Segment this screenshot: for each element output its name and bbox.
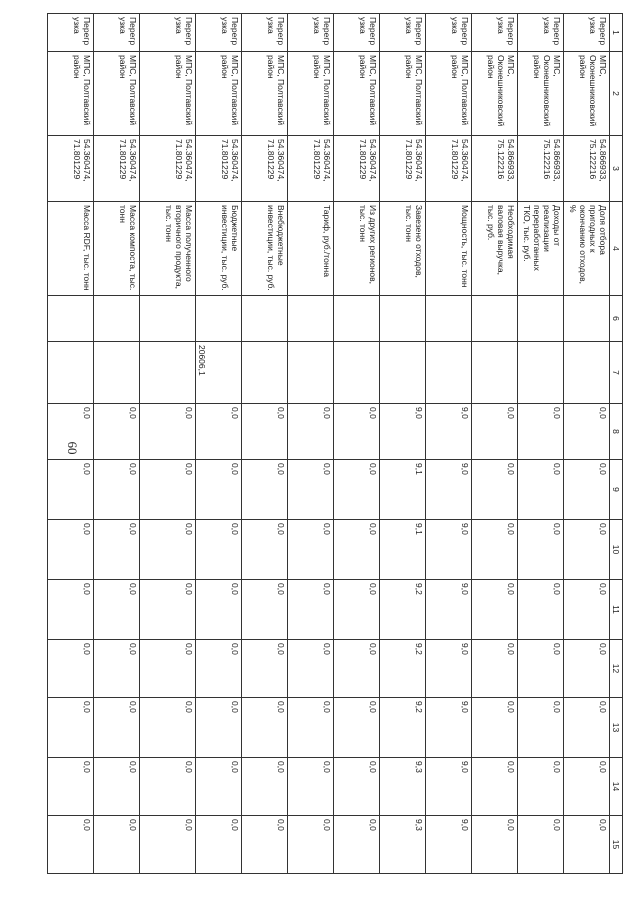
data-table <box>47 13 623 874</box>
table-cell-c15: 9,0 <box>426 816 472 874</box>
table-cell-c6 <box>472 296 518 342</box>
table-cell-c1: Перегр узка <box>564 14 610 52</box>
table-cell-c12: 9,0 <box>426 640 472 698</box>
column-header: 12 <box>610 640 623 698</box>
table-cell-c2: МПС, Полтавский район <box>48 52 94 136</box>
table-cell-c10: 0,0 <box>518 520 564 580</box>
table-cell-c8: 0,0 <box>288 404 334 460</box>
table-cell-c12: 0,0 <box>48 640 94 698</box>
table-cell-c7: 20606,1 <box>196 342 242 404</box>
table-cell-c10: 9,1 <box>380 520 426 580</box>
table-cell-c7 <box>140 342 196 404</box>
table-cell-c12: 0,0 <box>242 640 288 698</box>
column-header: 11 <box>610 580 623 640</box>
table-cell-c8: 0,0 <box>518 404 564 460</box>
table-cell-c2: МПС, Полтавский район <box>94 52 140 136</box>
table-cell-c9: 0,0 <box>518 460 564 520</box>
table-cell-c14: 0,0 <box>564 758 610 816</box>
table-cell-c7 <box>518 342 564 404</box>
column-header: 15 <box>610 816 623 874</box>
table-cell-c7 <box>94 342 140 404</box>
table-cell-c9: 0,0 <box>196 460 242 520</box>
table-cell-c10: 0,0 <box>48 520 94 580</box>
table-row <box>380 14 426 874</box>
table-body <box>48 14 623 874</box>
table-cell-c3: 54.360474, 71.801229 <box>48 136 94 202</box>
table-cell-c10: 0,0 <box>196 520 242 580</box>
table-cell-c11: 0,0 <box>288 580 334 640</box>
table-cell-c14: 0,0 <box>518 758 564 816</box>
table-cell-c2: МПС, Полтавский район <box>380 52 426 136</box>
table-cell-c8: 0,0 <box>334 404 380 460</box>
table-cell-c1: Перегр узка <box>518 14 564 52</box>
table-cell-c14: 0,0 <box>94 758 140 816</box>
table-cell-c8: 0,0 <box>564 404 610 460</box>
column-header: 4 <box>610 202 623 296</box>
table-cell-c3: 54.360474, 71.801229 <box>426 136 472 202</box>
table-cell-c3: 54.866933, 75.122216 <box>518 136 564 202</box>
table-cell-c6 <box>564 296 610 342</box>
table-cell-c4: Внебюджетные инвестиции, тыс. руб. <box>242 202 288 296</box>
table-cell-c2: МПС, Полтавский район <box>242 52 288 136</box>
table-cell-c13: 0,0 <box>196 698 242 758</box>
table-cell-c1: Перегр узка <box>196 14 242 52</box>
table-cell-c13: 0,0 <box>518 698 564 758</box>
table-cell-c12: 0,0 <box>140 640 196 698</box>
rotated-table-container <box>72 13 623 873</box>
page-number: 60 <box>65 441 80 455</box>
table-cell-c11: 9,2 <box>380 580 426 640</box>
table-cell-c4: Масса полученного вторичного продукта, тыс. тонн <box>140 202 196 296</box>
table-cell-c13: 0,0 <box>94 698 140 758</box>
table-row <box>334 14 380 874</box>
table-cell-c14: 0,0 <box>288 758 334 816</box>
table-cell-c8: 0,0 <box>472 404 518 460</box>
table-row <box>140 14 196 874</box>
table-cell-c15: 0,0 <box>564 816 610 874</box>
table-cell-c15: 0,0 <box>140 816 196 874</box>
table-cell-c7 <box>564 342 610 404</box>
table-cell-c13: 0,0 <box>242 698 288 758</box>
table-cell-c1: Перегр узка <box>334 14 380 52</box>
table-cell-c14: 0,0 <box>196 758 242 816</box>
table-cell-c8: 0,0 <box>48 404 94 460</box>
table-cell-c8: 0,0 <box>242 404 288 460</box>
table-cell-c11: 0,0 <box>196 580 242 640</box>
table-cell-c13: 0,0 <box>334 698 380 758</box>
table-cell-c3: 54.360474, 71.801229 <box>94 136 140 202</box>
table-cell-c2: МПС, Оконешниковский район <box>518 52 564 136</box>
table-cell-c15: 0,0 <box>196 816 242 874</box>
table-cell-c4: Из других регионов, тыс. тонн <box>334 202 380 296</box>
table-cell-c11: 0,0 <box>472 580 518 640</box>
table-cell-c12: 9,2 <box>380 640 426 698</box>
table-cell-c14: 0,0 <box>472 758 518 816</box>
table-cell-c9: 0,0 <box>94 460 140 520</box>
column-header: 10 <box>610 520 623 580</box>
table-cell-c7 <box>380 342 426 404</box>
table-cell-c8: 0,0 <box>140 404 196 460</box>
table-cell-c1: Перегр узка <box>472 14 518 52</box>
table-cell-c2: МПС, Полтавский район <box>140 52 196 136</box>
table-row <box>242 14 288 874</box>
table-cell-c6 <box>426 296 472 342</box>
table-cell-c10: 0,0 <box>140 520 196 580</box>
table-cell-c4: Завезено отходов, тыс. тонн <box>380 202 426 296</box>
table-cell-c10: 0,0 <box>242 520 288 580</box>
table-cell-c15: 0,0 <box>518 816 564 874</box>
table-cell-c14: 0,0 <box>48 758 94 816</box>
table-cell-c12: 0,0 <box>518 640 564 698</box>
table-cell-c12: 0,0 <box>288 640 334 698</box>
table-cell-c15: 0,0 <box>242 816 288 874</box>
column-header: 7 <box>610 342 623 404</box>
table-cell-c15: 0,0 <box>48 816 94 874</box>
table-cell-c2: МПС, Полтавский район <box>426 52 472 136</box>
table-cell-c4: Масса RDF, тыс. тонн <box>48 202 94 296</box>
table-cell-c12: 0,0 <box>334 640 380 698</box>
table-cell-c3: 54.360474, 71.801229 <box>196 136 242 202</box>
table-cell-c10: 0,0 <box>288 520 334 580</box>
table-cell-c11: 0,0 <box>334 580 380 640</box>
column-header: 3 <box>610 136 623 202</box>
table-cell-c9: 0,0 <box>242 460 288 520</box>
table-row <box>426 14 472 874</box>
table-cell-c14: 0,0 <box>242 758 288 816</box>
table-cell-c7 <box>48 342 94 404</box>
table-cell-c14: 0,0 <box>140 758 196 816</box>
table-cell-c11: 0,0 <box>564 580 610 640</box>
table-cell-c2: МПС, Полтавский район <box>334 52 380 136</box>
table-cell-c9: 0,0 <box>288 460 334 520</box>
table-cell-c3: 54.360474, 71.801229 <box>140 136 196 202</box>
table-row <box>288 14 334 874</box>
column-header: 9 <box>610 460 623 520</box>
table-cell-c10: 0,0 <box>334 520 380 580</box>
table-row <box>518 14 564 874</box>
table-cell-c6 <box>140 296 196 342</box>
table-row <box>564 14 610 874</box>
table-cell-c2: МПС, Полтавский район <box>288 52 334 136</box>
table-cell-c9: 0,0 <box>564 460 610 520</box>
table-cell-c11: 9,0 <box>426 580 472 640</box>
table-cell-c4: Доля отбора пригодных к окончанию отходов, % <box>564 202 610 296</box>
table-cell-c4: Масса компоста, тыс. тонн <box>94 202 140 296</box>
table-cell-c14: 0,0 <box>334 758 380 816</box>
table-cell-c12: 0,0 <box>196 640 242 698</box>
table-cell-c4: Тариф, руб./тонна <box>288 202 334 296</box>
table-cell-c13: 0,0 <box>564 698 610 758</box>
column-header: 2 <box>610 52 623 136</box>
table-cell-c7 <box>334 342 380 404</box>
column-header: 6 <box>610 296 623 342</box>
table-cell-c14: 9,0 <box>426 758 472 816</box>
table-cell-c8: 0,0 <box>94 404 140 460</box>
table-cell-c8: 0,0 <box>196 404 242 460</box>
table-cell-c4: Бюджетные инвестиции, тыс. руб. <box>196 202 242 296</box>
table-cell-c3: 54.360474, 71.801229 <box>242 136 288 202</box>
table-cell-c9: 0,0 <box>334 460 380 520</box>
table-cell-c1: Перегр узка <box>242 14 288 52</box>
header-row <box>610 14 623 874</box>
table-cell-c3: 54.360474, 71.801229 <box>334 136 380 202</box>
table-cell-c3: 54.866933, 75.122216 <box>472 136 518 202</box>
table-cell-c10: 9,0 <box>426 520 472 580</box>
column-header: 8 <box>610 404 623 460</box>
table-row <box>94 14 140 874</box>
table-cell-c6 <box>48 296 94 342</box>
table-cell-c10: 0,0 <box>472 520 518 580</box>
table-cell-c15: 0,0 <box>94 816 140 874</box>
table-cell-c15: 9,3 <box>380 816 426 874</box>
table-cell-c1: Перегр узка <box>426 14 472 52</box>
table-cell-c13: 9,2 <box>380 698 426 758</box>
table-cell-c9: 0,0 <box>48 460 94 520</box>
column-header: 14 <box>610 758 623 816</box>
table-cell-c9: 9,1 <box>380 460 426 520</box>
table-cell-c2: МПС, Оконешниковский район <box>472 52 518 136</box>
table-cell-c13: 0,0 <box>288 698 334 758</box>
table-cell-c8: 9,0 <box>380 404 426 460</box>
table-cell-c2: МПС, Полтавский район <box>196 52 242 136</box>
table-cell-c7 <box>426 342 472 404</box>
table-cell-c7 <box>472 342 518 404</box>
table-cell-c10: 0,0 <box>564 520 610 580</box>
table-cell-c4: Доходы от реализации переработанных ТКО, тыс. руб. <box>518 202 564 296</box>
table-cell-c1: Перегр узка <box>94 14 140 52</box>
table-row <box>48 14 94 874</box>
table-cell-c1: Перегр узка <box>288 14 334 52</box>
table-cell-c15: 0,0 <box>334 816 380 874</box>
table-cell-c1: Перегр узка <box>380 14 426 52</box>
table-cell-c13: 0,0 <box>140 698 196 758</box>
column-header: 13 <box>610 698 623 758</box>
table-cell-c11: 0,0 <box>140 580 196 640</box>
table-cell-c7 <box>242 342 288 404</box>
table-cell-c12: 0,0 <box>472 640 518 698</box>
table-cell-c6 <box>94 296 140 342</box>
table-row <box>196 14 242 874</box>
table-cell-c9: 9,0 <box>426 460 472 520</box>
table-cell-c7 <box>288 342 334 404</box>
table-cell-c9: 0,0 <box>140 460 196 520</box>
table-cell-c15: 0,0 <box>288 816 334 874</box>
table-cell-c6 <box>380 296 426 342</box>
table-cell-c10: 0,0 <box>94 520 140 580</box>
table-cell-c2: МПС, Оконешниковский район <box>564 52 610 136</box>
table-cell-c11: 0,0 <box>94 580 140 640</box>
table-cell-c4: Мощность, тыс. тонн <box>426 202 472 296</box>
table-cell-c13: 9,0 <box>426 698 472 758</box>
table-cell-c12: 0,0 <box>94 640 140 698</box>
table-cell-c1: Перегр узка <box>48 14 94 52</box>
table-cell-c14: 9,3 <box>380 758 426 816</box>
column-header: 1 <box>610 14 623 52</box>
table-cell-c3: 54.866933, 75.122216 <box>564 136 610 202</box>
table-cell-c1: Перегр узка <box>140 14 196 52</box>
table-cell-c15: 0,0 <box>472 816 518 874</box>
table-cell-c6 <box>334 296 380 342</box>
table-cell-c3: 54.360474, 71.801229 <box>380 136 426 202</box>
table-cell-c4: Необходимая валовая выручка, тыс. руб. <box>472 202 518 296</box>
table-cell-c12: 0,0 <box>564 640 610 698</box>
table-cell-c6 <box>242 296 288 342</box>
table-cell-c3: 54.360474, 71.801229 <box>288 136 334 202</box>
table-cell-c9: 0,0 <box>472 460 518 520</box>
table-cell-c13: 0,0 <box>48 698 94 758</box>
table-cell-c6 <box>288 296 334 342</box>
table-cell-c11: 0,0 <box>48 580 94 640</box>
table-cell-c11: 0,0 <box>518 580 564 640</box>
table-cell-c6 <box>518 296 564 342</box>
table-row <box>472 14 518 874</box>
table-cell-c8: 9,0 <box>426 404 472 460</box>
table-cell-c6 <box>196 296 242 342</box>
table-cell-c13: 0,0 <box>472 698 518 758</box>
table-cell-c11: 0,0 <box>242 580 288 640</box>
